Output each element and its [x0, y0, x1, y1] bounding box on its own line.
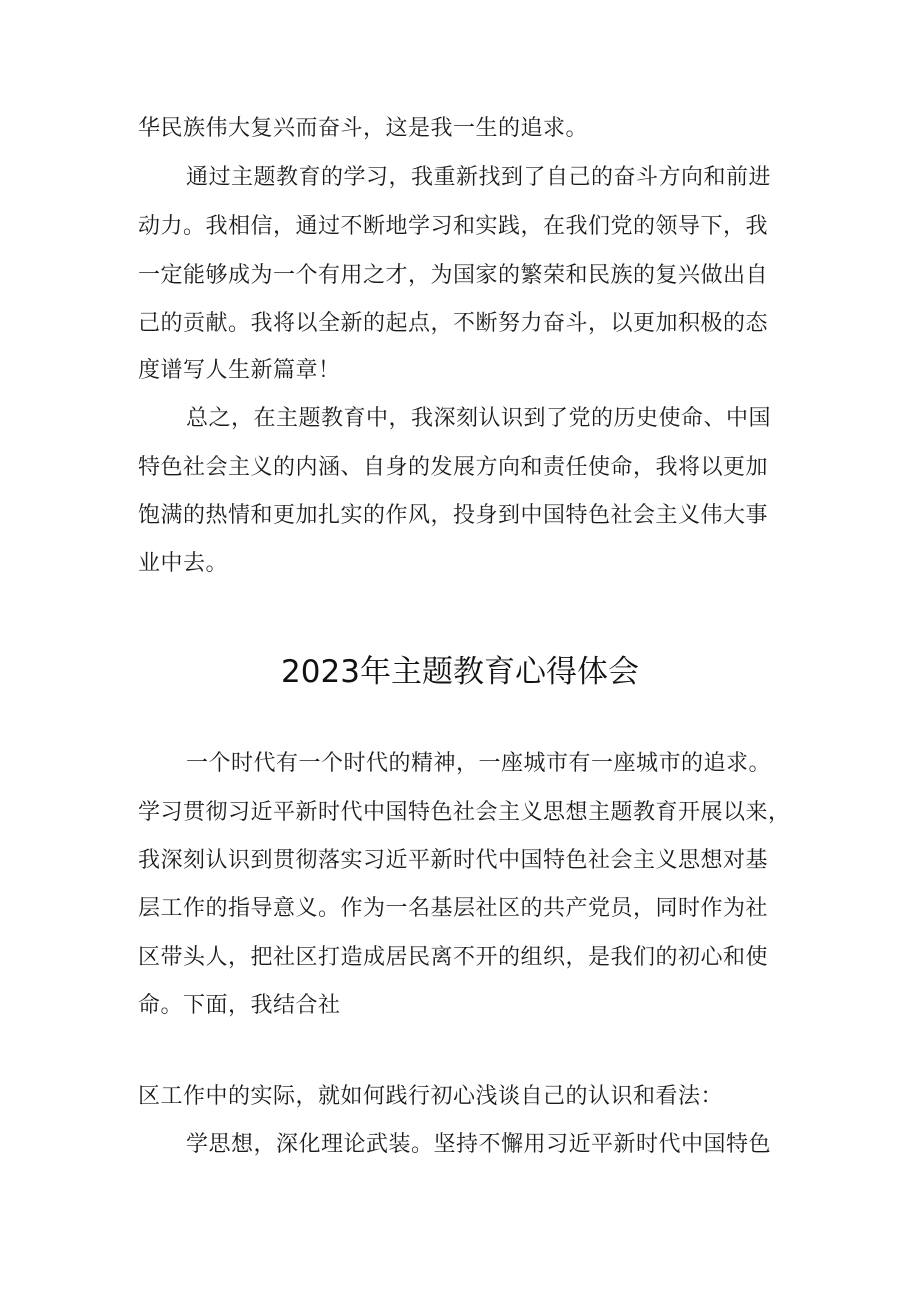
paragraph-line: 业中去。: [138, 551, 229, 576]
paragraph-line: 区带头人，把社区打造成居民离不开的组织，是我们的初心和使: [138, 945, 769, 970]
paragraph-line: 总之，在主题教育中，我深刻认识到了党的历史使命、中国: [186, 406, 772, 431]
paragraph-line: 区工作中的实际，就如何践行初心浅谈自己的认识和看法：: [138, 1084, 724, 1109]
paragraph-line: 命。下面，我结合社: [138, 993, 341, 1018]
paragraph-line: 特色社会主义的内涵、自身的发展方向和责任使命，我将以更加: [138, 455, 769, 480]
paragraph-line: 通过主题教育的学习，我重新找到了自己的奋斗方向和前进: [186, 165, 772, 190]
paragraph-line: 一个时代有一个时代的精神，一座城市有一座城市的追求。: [186, 751, 772, 776]
paragraph-line: 我深刻认识到贯彻落实习近平新时代中国特色社会主义思想对基: [138, 848, 769, 873]
paragraph-line: 己的贡献。我将以全新的起点，不断努力奋斗，以更加积极的态: [138, 311, 769, 336]
paragraph-line: 层工作的指导意义。作为一名基层社区的共产党员，同时作为社: [138, 896, 769, 921]
paragraph-line: 饱满的热情和更加扎实的作风，投身到中国特色社会主义伟大事: [138, 503, 769, 528]
paragraph-line: 动力。我相信，通过不断地学习和实践，在我们党的领导下，我: [138, 214, 769, 239]
paragraph-line: 学思想，深化理论武装。坚持不懈用习近平新时代中国特色: [186, 1132, 772, 1157]
paragraph-line: 度谱写人生新篇章！: [138, 358, 341, 383]
paragraph-line: 华民族伟大复兴而奋斗，这是我一生的追求。: [138, 116, 589, 141]
paragraph-line: 一定能够成为一个有用之才，为国家的繁荣和民族的复兴做出自: [138, 263, 769, 288]
paragraph-line: 学习贯彻习近平新时代中国特色社会主义思想主题教育开展以来，: [138, 800, 791, 825]
page-title: 2023年主题教育心得体会: [281, 654, 639, 690]
